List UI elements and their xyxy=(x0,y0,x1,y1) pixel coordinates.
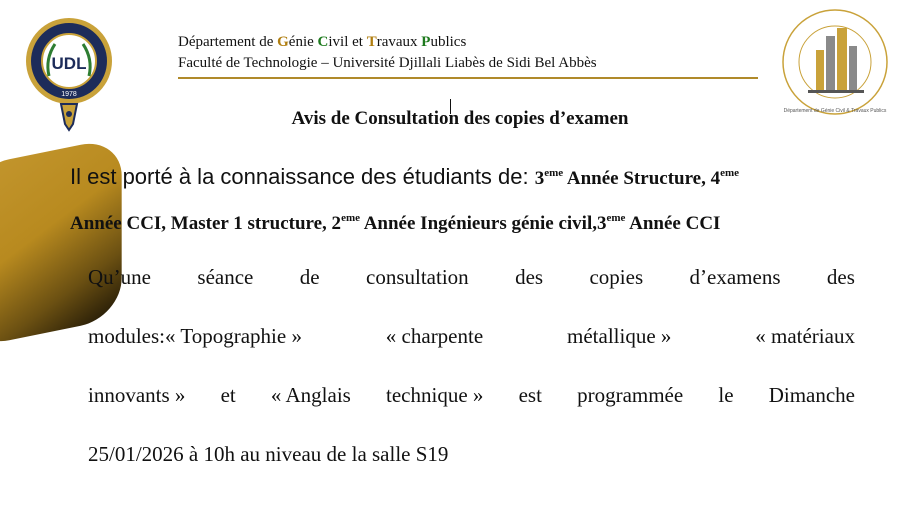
header-divider xyxy=(178,77,758,79)
svg-text:Département de Génie Civil & T: Département de Génie Civil & Travaux Publics xyxy=(783,108,887,114)
department-logo xyxy=(780,6,890,118)
faculty-name: Faculté de Technologie – Université Djillali Liabès de Sidi Bel Abbès xyxy=(178,55,597,71)
body-line-4: 25/01/2026 à 10h au niveau de la salle S19 xyxy=(88,442,449,466)
body-line-3: innovants » et « Anglais technique » est programmée le Dimanche xyxy=(88,383,855,407)
notice-title: Avis de Consultation des copies d’examen xyxy=(291,108,629,129)
svg-text:UDL: UDL xyxy=(51,54,87,73)
body-line-1: Qu’une séance de consultation des copies d’examens des xyxy=(88,265,855,289)
department-name: Département de Génie Civil et Travaux Publics xyxy=(178,34,467,50)
intro-line-2: Année CCI, Master 1 structure, 2eme Année Ingénieurs génie civil,3eme Année CCI xyxy=(70,212,721,234)
svg-text:1978: 1978 xyxy=(61,91,77,98)
body-line-2: modules:« Topographie » « charpente métallique » « matériaux xyxy=(88,324,855,348)
intro-line-1: Il est porté à la connaissance des étudiants de: 3eme Année Structure, 4eme xyxy=(70,164,740,189)
